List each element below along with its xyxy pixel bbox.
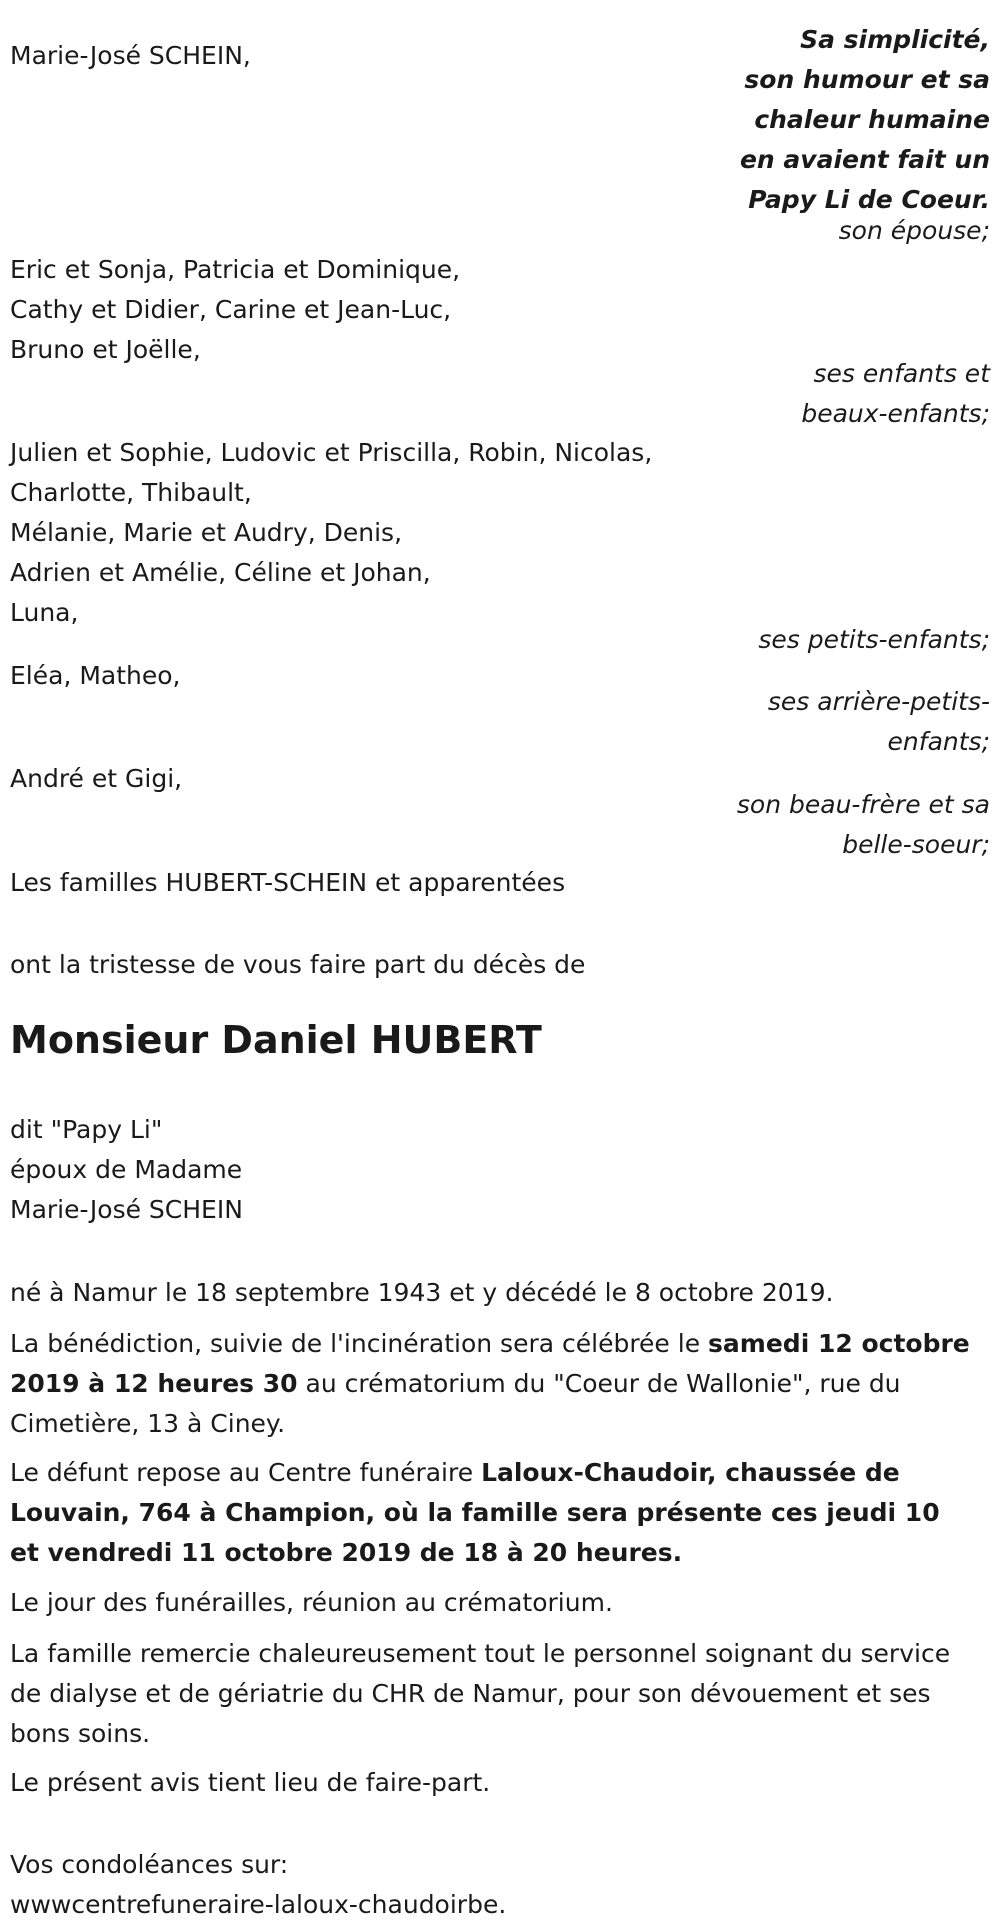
spouse-names: Marie-José SCHEIN, — [10, 41, 251, 70]
motto-line: Papy Li de Coeur. — [748, 185, 990, 214]
families-line: Les familles HUBERT-SCHEIN et apparentées — [10, 868, 566, 897]
children-names: Eric et Sonja, Patricia et Dominique, Cathy et Didier, Carine et Jean-Luc, Bruno et Joëlle, — [10, 255, 461, 364]
great-grandchildren-relation: ses arrière-petits- enfants; — [767, 687, 990, 756]
condolences-label: Vos condoléances sur: — [10, 1850, 289, 1879]
spouse-relation: son épouse; — [838, 216, 990, 245]
condolences — [10, 1845, 506, 1925]
motto — [740, 20, 990, 220]
in-laws-names: André et Gigi, — [10, 764, 183, 793]
repose-paragraph: Le défunt repose au Centre funéraire Laloux-Chaudoir, chaussée de Louvain, 764 à Champion, où la famille sera présente ces jeudi 10 et vendredi 11 octobre 2019 de 18 à 20 heures. — [10, 1458, 940, 1567]
motto-line: son humour et sa — [744, 65, 990, 94]
in-laws-relation: son beau-frère et sa belle-soeur; — [736, 790, 990, 859]
notice-paragraph: Le présent avis tient lieu de faire-part. — [10, 1768, 491, 1797]
repose-details: Laloux-Chaudoir, chaussée de Louvain, 764 à Champion, où la famille sera présente ces jeudi 10 et vendredi 11 octobre 2019 de 18 à 20 heures. — [10, 1458, 940, 1567]
motto-line: chaleur humaine — [754, 105, 990, 134]
motto-line: Sa simplicité, — [800, 25, 990, 54]
great-grandchildren-names: Eléa, Matheo, — [10, 661, 181, 690]
grandchildren-names: Julien et Sophie, Ludovic et Priscilla, Robin, Nicolas, Charlotte, Thibault, Mélanie, Marie et Audry, Denis, Adrien et Amélie, Céline et Johan, Luna, — [10, 438, 653, 627]
grandchildren-relation: ses petits-enfants; — [758, 625, 990, 654]
children-relation: ses enfants et beaux-enfants; — [801, 359, 990, 428]
funeral-day-paragraph: Le jour des funérailles, réunion au crématorium. — [10, 1588, 613, 1617]
birth-death-paragraph: né à Namur le 18 septembre 1943 et y décédé le 8 octobre 2019. — [10, 1278, 834, 1307]
ceremony-paragraph: La bénédiction, suivie de l'incinération sera célébrée le samedi 12 octobre 2019 à 12 heures 30 au crématorium du "Coeur de Wallonie", rue du Cimetière, 13 à Ciney. — [10, 1329, 970, 1438]
ceremony-date: samedi 12 octobre 2019 à 12 heures 30 — [10, 1329, 970, 1398]
condolences-site: wwwcentrefuneraire-laloux-chaudoirbe. — [10, 1890, 507, 1919]
motto-line: en avaient fait un — [739, 145, 990, 174]
deceased-name: Monsieur Daniel HUBERT — [10, 1018, 542, 1062]
announcement-line: ont la tristesse de vous faire part du décès de — [10, 950, 586, 979]
thanks-paragraph: La famille remercie chaleureusement tout le personnel soignant du service de dialyse et de gériatrie du CHR de Namur, pour son dévouement et ses bons soins. — [10, 1639, 951, 1748]
deceased-details: dit "Papy Li" époux de Madame Marie-José SCHEIN — [10, 1115, 243, 1224]
